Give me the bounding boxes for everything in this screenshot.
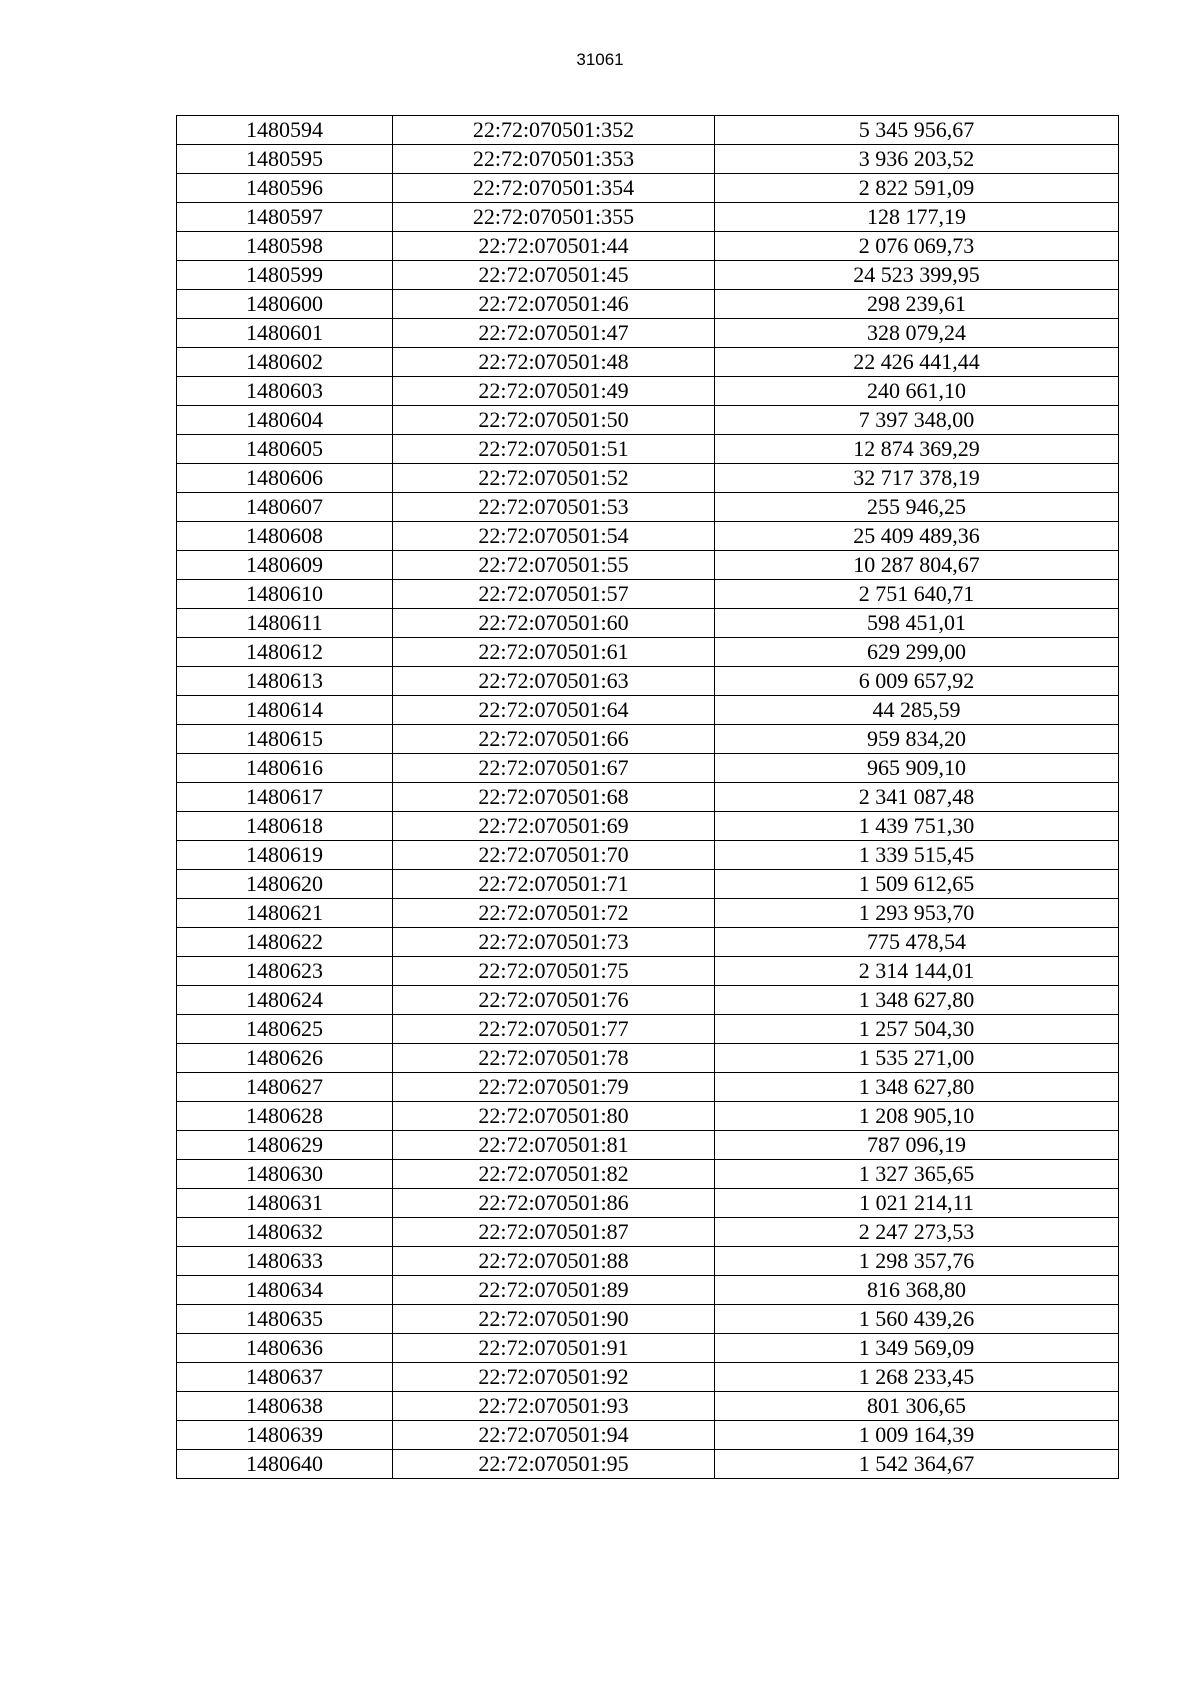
cadastral-number-cell: 22:72:070501:355 — [393, 203, 715, 232]
cadastral-number-cell: 22:72:070501:91 — [393, 1334, 715, 1363]
table-body — [177, 116, 1119, 1479]
cadastral-number-cell: 22:72:070501:94 — [393, 1421, 715, 1450]
cadastral-number-cell: 22:72:070501:54 — [393, 522, 715, 551]
cadastral-number-cell: 22:72:070501:52 — [393, 464, 715, 493]
table-row — [177, 638, 1119, 667]
table-row — [177, 609, 1119, 638]
record-number-cell: 1480600 — [177, 290, 393, 319]
cadastral-number-cell: 22:72:070501:80 — [393, 1102, 715, 1131]
cadastral-number-cell: 22:72:070501:82 — [393, 1160, 715, 1189]
cadastral-number-cell: 22:72:070501:92 — [393, 1363, 715, 1392]
table-row — [177, 377, 1119, 406]
table-row — [177, 493, 1119, 522]
table-row — [177, 667, 1119, 696]
table-row — [177, 174, 1119, 203]
record-number-cell: 1480605 — [177, 435, 393, 464]
record-number-cell: 1480601 — [177, 319, 393, 348]
cadastral-value-table — [176, 115, 1119, 1479]
cadastral-number-cell: 22:72:070501:93 — [393, 1392, 715, 1421]
cadastral-value-cell: 2 341 087,48 — [715, 783, 1119, 812]
table-row — [177, 841, 1119, 870]
cadastral-number-cell: 22:72:070501:71 — [393, 870, 715, 899]
table-row — [177, 348, 1119, 377]
cadastral-number-cell: 22:72:070501:75 — [393, 957, 715, 986]
table-row — [177, 580, 1119, 609]
cadastral-value-cell: 816 368,80 — [715, 1276, 1119, 1305]
table-row — [177, 1102, 1119, 1131]
cadastral-value-cell: 128 177,19 — [715, 203, 1119, 232]
cadastral-value-cell: 3 936 203,52 — [715, 145, 1119, 174]
record-number-cell: 1480617 — [177, 783, 393, 812]
table-row — [177, 754, 1119, 783]
record-number-cell: 1480625 — [177, 1015, 393, 1044]
cadastral-value-cell: 32 717 378,19 — [715, 464, 1119, 493]
table-row — [177, 870, 1119, 899]
cadastral-number-cell: 22:72:070501:67 — [393, 754, 715, 783]
record-number-cell: 1480599 — [177, 261, 393, 290]
cadastral-value-cell: 1 560 439,26 — [715, 1305, 1119, 1334]
table-row — [177, 783, 1119, 812]
cadastral-value-cell: 328 079,24 — [715, 319, 1119, 348]
cadastral-number-cell: 22:72:070501:70 — [393, 841, 715, 870]
table-row — [177, 435, 1119, 464]
record-number-cell: 1480610 — [177, 580, 393, 609]
cadastral-value-cell: 2 314 144,01 — [715, 957, 1119, 986]
cadastral-number-cell: 22:72:070501:57 — [393, 580, 715, 609]
cadastral-number-cell: 22:72:070501:77 — [393, 1015, 715, 1044]
cadastral-value-cell: 1 348 627,80 — [715, 1073, 1119, 1102]
table-row — [177, 725, 1119, 754]
table-row — [177, 261, 1119, 290]
table-row — [177, 812, 1119, 841]
record-number-cell: 1480636 — [177, 1334, 393, 1363]
cadastral-number-cell: 22:72:070501:73 — [393, 928, 715, 957]
table-row — [177, 1218, 1119, 1247]
cadastral-value-cell: 801 306,65 — [715, 1392, 1119, 1421]
cadastral-number-cell: 22:72:070501:89 — [393, 1276, 715, 1305]
record-number-cell: 1480594 — [177, 116, 393, 145]
cadastral-number-cell: 22:72:070501:60 — [393, 609, 715, 638]
record-number-cell: 1480619 — [177, 841, 393, 870]
cadastral-number-cell: 22:72:070501:64 — [393, 696, 715, 725]
cadastral-value-cell: 1 208 905,10 — [715, 1102, 1119, 1131]
record-number-cell: 1480632 — [177, 1218, 393, 1247]
table-row — [177, 1131, 1119, 1160]
cadastral-number-cell: 22:72:070501:352 — [393, 116, 715, 145]
table-row — [177, 1392, 1119, 1421]
cadastral-value-cell: 598 451,01 — [715, 609, 1119, 638]
cadastral-value-cell: 1 009 164,39 — [715, 1421, 1119, 1450]
record-number-cell: 1480595 — [177, 145, 393, 174]
cadastral-number-cell: 22:72:070501:72 — [393, 899, 715, 928]
record-number-cell: 1480640 — [177, 1450, 393, 1479]
table-row — [177, 1276, 1119, 1305]
cadastral-value-cell: 5 345 956,67 — [715, 116, 1119, 145]
table-row — [177, 1305, 1119, 1334]
cadastral-value-cell: 7 397 348,00 — [715, 406, 1119, 435]
record-number-cell: 1480631 — [177, 1189, 393, 1218]
cadastral-value-cell: 1 293 953,70 — [715, 899, 1119, 928]
cadastral-number-cell: 22:72:070501:86 — [393, 1189, 715, 1218]
cadastral-number-cell: 22:72:070501:68 — [393, 783, 715, 812]
cadastral-number-cell: 22:72:070501:81 — [393, 1131, 715, 1160]
table-row — [177, 116, 1119, 145]
cadastral-value-cell: 2 751 640,71 — [715, 580, 1119, 609]
cadastral-number-cell: 22:72:070501:90 — [393, 1305, 715, 1334]
cadastral-value-cell: 1 348 627,80 — [715, 986, 1119, 1015]
table-row — [177, 899, 1119, 928]
record-number-cell: 1480638 — [177, 1392, 393, 1421]
cadastral-number-cell: 22:72:070501:354 — [393, 174, 715, 203]
record-number-cell: 1480634 — [177, 1276, 393, 1305]
cadastral-value-cell: 1 257 504,30 — [715, 1015, 1119, 1044]
cadastral-number-cell: 22:72:070501:76 — [393, 986, 715, 1015]
cadastral-value-cell: 787 096,19 — [715, 1131, 1119, 1160]
cadastral-number-cell: 22:72:070501:88 — [393, 1247, 715, 1276]
record-number-cell: 1480630 — [177, 1160, 393, 1189]
cadastral-value-cell: 1 021 214,11 — [715, 1189, 1119, 1218]
cadastral-value-cell: 44 285,59 — [715, 696, 1119, 725]
cadastral-value-cell: 240 661,10 — [715, 377, 1119, 406]
cadastral-value-cell: 298 239,61 — [715, 290, 1119, 319]
record-number-cell: 1480609 — [177, 551, 393, 580]
cadastral-value-cell: 1 535 271,00 — [715, 1044, 1119, 1073]
record-number-cell: 1480627 — [177, 1073, 393, 1102]
record-number-cell: 1480635 — [177, 1305, 393, 1334]
table-row — [177, 928, 1119, 957]
cadastral-value-cell: 959 834,20 — [715, 725, 1119, 754]
page-number: 31061 — [576, 50, 624, 69]
cadastral-value-cell: 1 542 364,67 — [715, 1450, 1119, 1479]
cadastral-value-cell: 1 268 233,45 — [715, 1363, 1119, 1392]
cadastral-number-cell: 22:72:070501:45 — [393, 261, 715, 290]
table-row — [177, 1247, 1119, 1276]
record-number-cell: 1480598 — [177, 232, 393, 261]
cadastral-value-cell: 6 009 657,92 — [715, 667, 1119, 696]
table-row — [177, 406, 1119, 435]
table-row — [177, 232, 1119, 261]
record-number-cell: 1480618 — [177, 812, 393, 841]
cadastral-value-cell: 22 426 441,44 — [715, 348, 1119, 377]
cadastral-number-cell: 22:72:070501:53 — [393, 493, 715, 522]
cadastral-number-cell: 22:72:070501:95 — [393, 1450, 715, 1479]
record-number-cell: 1480616 — [177, 754, 393, 783]
record-number-cell: 1480623 — [177, 957, 393, 986]
table-row — [177, 319, 1119, 348]
table-row — [177, 203, 1119, 232]
record-number-cell: 1480615 — [177, 725, 393, 754]
record-number-cell: 1480613 — [177, 667, 393, 696]
cadastral-value-cell: 2 076 069,73 — [715, 232, 1119, 261]
cadastral-value-cell: 10 287 804,67 — [715, 551, 1119, 580]
cadastral-number-cell: 22:72:070501:49 — [393, 377, 715, 406]
cadastral-value-cell: 775 478,54 — [715, 928, 1119, 957]
table-row — [177, 464, 1119, 493]
record-number-cell: 1480629 — [177, 1131, 393, 1160]
table-row — [177, 290, 1119, 319]
record-number-cell: 1480637 — [177, 1363, 393, 1392]
record-number-cell: 1480621 — [177, 899, 393, 928]
cadastral-number-cell: 22:72:070501:51 — [393, 435, 715, 464]
table-row — [177, 696, 1119, 725]
record-number-cell: 1480626 — [177, 1044, 393, 1073]
cadastral-value-cell: 255 946,25 — [715, 493, 1119, 522]
cadastral-value-cell: 1 349 569,09 — [715, 1334, 1119, 1363]
record-number-cell: 1480603 — [177, 377, 393, 406]
cadastral-value-cell: 1 327 365,65 — [715, 1160, 1119, 1189]
record-number-cell: 1480614 — [177, 696, 393, 725]
record-number-cell: 1480622 — [177, 928, 393, 957]
cadastral-number-cell: 22:72:070501:50 — [393, 406, 715, 435]
cadastral-number-cell: 22:72:070501:78 — [393, 1044, 715, 1073]
cadastral-value-cell: 25 409 489,36 — [715, 522, 1119, 551]
cadastral-number-cell: 22:72:070501:47 — [393, 319, 715, 348]
table-row — [177, 1421, 1119, 1450]
cadastral-number-cell: 22:72:070501:48 — [393, 348, 715, 377]
cadastral-value-cell: 2 822 591,09 — [715, 174, 1119, 203]
table-row — [177, 1015, 1119, 1044]
cadastral-number-cell: 22:72:070501:66 — [393, 725, 715, 754]
table-row — [177, 1160, 1119, 1189]
table-row — [177, 522, 1119, 551]
record-number-cell: 1480606 — [177, 464, 393, 493]
cadastral-number-cell: 22:72:070501:46 — [393, 290, 715, 319]
record-number-cell: 1480612 — [177, 638, 393, 667]
record-number-cell: 1480620 — [177, 870, 393, 899]
cadastral-value-cell: 1 439 751,30 — [715, 812, 1119, 841]
record-number-cell: 1480597 — [177, 203, 393, 232]
table-row — [177, 1044, 1119, 1073]
table-row — [177, 1073, 1119, 1102]
table-row — [177, 1450, 1119, 1479]
cadastral-number-cell: 22:72:070501:61 — [393, 638, 715, 667]
cadastral-number-cell: 22:72:070501:44 — [393, 232, 715, 261]
table-row — [177, 551, 1119, 580]
record-number-cell: 1480639 — [177, 1421, 393, 1450]
record-number-cell: 1480607 — [177, 493, 393, 522]
cadastral-number-cell: 22:72:070501:63 — [393, 667, 715, 696]
cadastral-value-cell: 965 909,10 — [715, 754, 1119, 783]
table-row — [177, 1189, 1119, 1218]
table-row — [177, 986, 1119, 1015]
record-number-cell: 1480633 — [177, 1247, 393, 1276]
record-number-cell: 1480596 — [177, 174, 393, 203]
record-number-cell: 1480608 — [177, 522, 393, 551]
cadastral-number-cell: 22:72:070501:79 — [393, 1073, 715, 1102]
table-row — [177, 145, 1119, 174]
cadastral-number-cell: 22:72:070501:87 — [393, 1218, 715, 1247]
cadastral-value-cell: 24 523 399,95 — [715, 261, 1119, 290]
cadastral-number-cell: 22:72:070501:55 — [393, 551, 715, 580]
table-row — [177, 1363, 1119, 1392]
record-number-cell: 1480624 — [177, 986, 393, 1015]
cadastral-value-cell: 1 509 612,65 — [715, 870, 1119, 899]
record-number-cell: 1480604 — [177, 406, 393, 435]
cadastral-number-cell: 22:72:070501:353 — [393, 145, 715, 174]
table-row — [177, 957, 1119, 986]
record-number-cell: 1480602 — [177, 348, 393, 377]
cadastral-value-cell: 12 874 369,29 — [715, 435, 1119, 464]
cadastral-number-cell: 22:72:070501:69 — [393, 812, 715, 841]
record-number-cell: 1480628 — [177, 1102, 393, 1131]
table-row — [177, 1334, 1119, 1363]
record-number-cell: 1480611 — [177, 609, 393, 638]
cadastral-value-cell: 1 298 357,76 — [715, 1247, 1119, 1276]
cadastral-value-cell: 629 299,00 — [715, 638, 1119, 667]
cadastral-value-cell: 1 339 515,45 — [715, 841, 1119, 870]
cadastral-value-cell: 2 247 273,53 — [715, 1218, 1119, 1247]
